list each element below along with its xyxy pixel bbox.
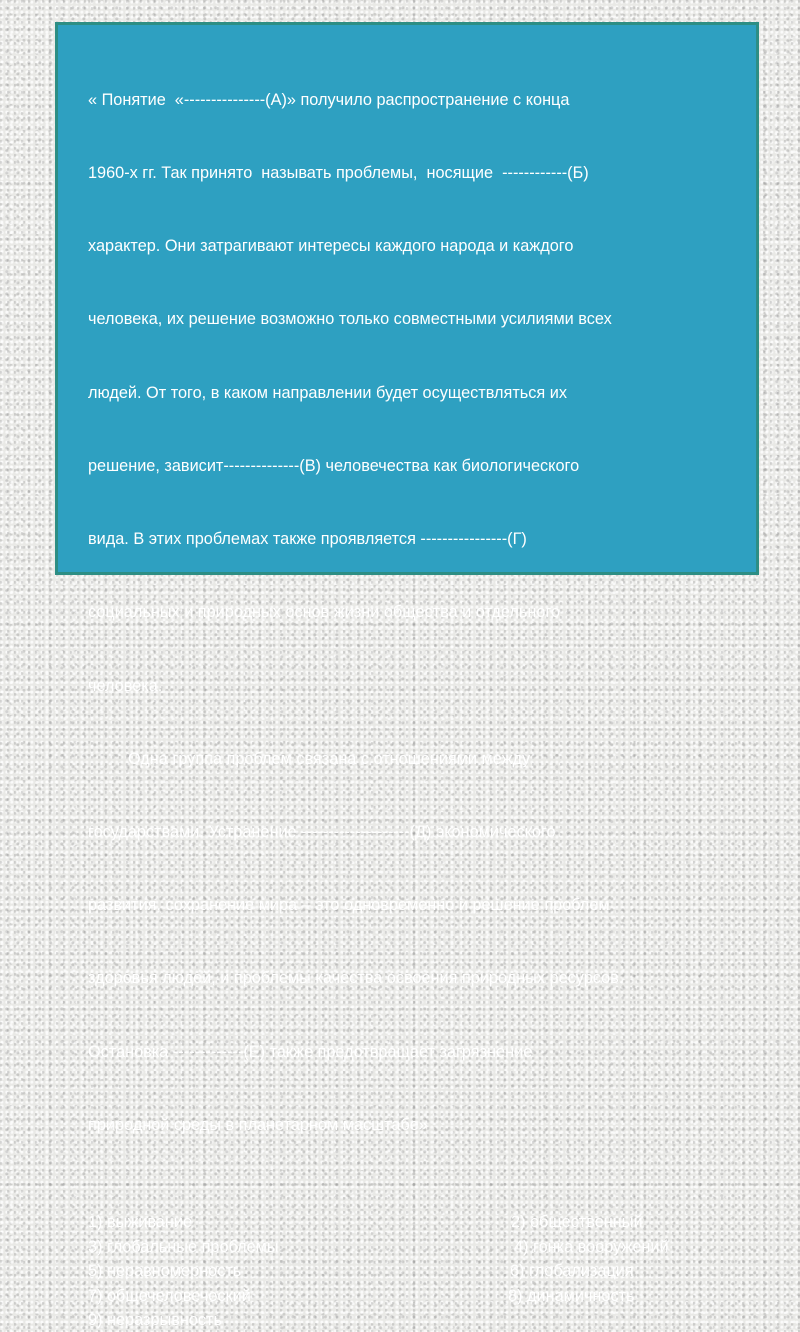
- slide-panel: [55, 22, 759, 1330]
- option-row: [88, 1210, 740, 1234]
- text-line: человека.: [88, 676, 163, 695]
- text-line: Остановка -------------(Е) также предотвращает загрязнение: [88, 1042, 533, 1061]
- option-item: 5) неравномерность: [88, 1262, 242, 1281]
- text-line: человека, их решение возможно только совместными усилиями всех: [88, 310, 612, 329]
- option-row: [88, 1284, 740, 1308]
- text-line: государствами. Устранение --------------------(Д) экономического: [88, 823, 556, 841]
- option-row: [88, 1235, 740, 1259]
- option-item: 9) неразрывность: [88, 1311, 222, 1330]
- task-text: [88, 39, 740, 1186]
- text-line: людей. От того, в каком направлении будет осуществляться их: [88, 383, 568, 402]
- text-line: развития, сохранение мира – это одновременно и решение проблем: [88, 896, 610, 915]
- text-line: Одна группа проблем связана с отношениями между: [128, 749, 531, 768]
- option-item: 8) динамичность: [508, 1286, 635, 1305]
- text-line: здоровья людей, и проблемы качества освоения природных ресурсов.: [88, 969, 624, 988]
- text-line: решение, зависит--------------(В) человечества как биологического: [88, 456, 580, 475]
- option-row: [88, 1259, 740, 1283]
- spacer: [88, 1186, 740, 1210]
- text-line: 1960-х гг. Так принято называть проблемы, носящие ------------(Б): [88, 164, 589, 183]
- text-line: вида. В этих проблемах также проявляется ----------------(Г): [88, 530, 527, 549]
- answer-options: [88, 1210, 740, 1332]
- text-line: социальных и природных основ жизни общества и отдельного: [88, 603, 561, 622]
- option-item: 3) глобальные проблемы: [88, 1237, 279, 1256]
- text-line-indented: [88, 747, 740, 771]
- option-item: 2) общественный: [511, 1213, 643, 1232]
- text-line: « Понятие «---------------(А)» получило распространение с конца: [88, 90, 570, 109]
- text-line: природной среды в планетарном масштабе»: [88, 1115, 428, 1134]
- text-line: характер. Они затрагивают интересы каждого народа и каждого: [88, 237, 574, 256]
- option-item: 4) гонка вооружений: [514, 1237, 669, 1256]
- option-item: 6) глобализация: [510, 1262, 634, 1281]
- option-item: 7) общечеловеческий: [88, 1286, 251, 1305]
- option-item: 1) выживание: [88, 1213, 192, 1232]
- option-row: [88, 1308, 740, 1332]
